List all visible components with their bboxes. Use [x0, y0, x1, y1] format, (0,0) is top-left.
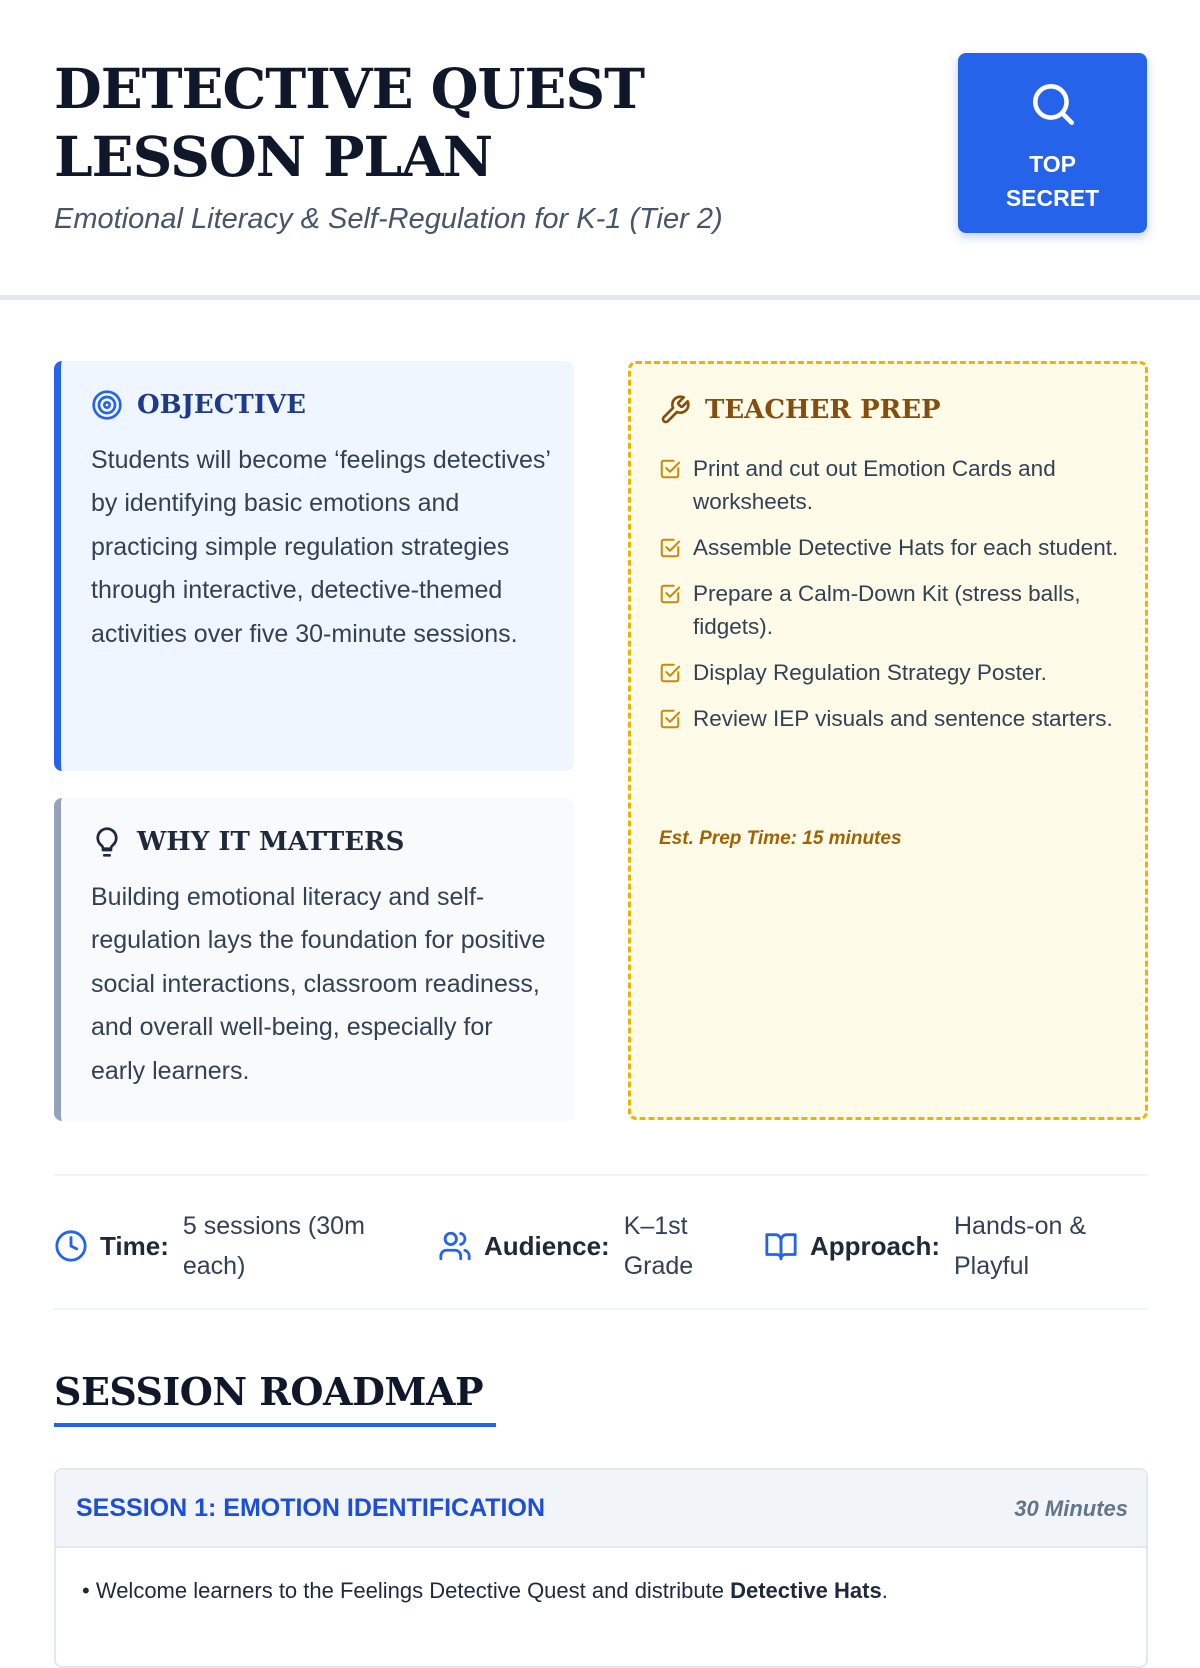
meta-approach: [764, 1206, 1148, 1286]
meta-time-label: Time:: [100, 1230, 169, 1261]
session-activity-end: .: [881, 1578, 888, 1603]
top-secret-badge: [958, 53, 1147, 233]
meta-audience-label: Audience:: [484, 1230, 610, 1261]
why-it-matters-card: [54, 798, 574, 1121]
prep-item: [659, 452, 1119, 518]
prep-item-text: Assemble Detective Hats for each student.: [693, 535, 1119, 560]
clock-icon: [54, 1229, 88, 1263]
prep-time-estimate: Est. Prep Time: 15 minutes: [659, 828, 902, 849]
checkbox-checked-icon: [659, 537, 681, 559]
objective-card: [54, 361, 574, 771]
lesson-meta-bar: [54, 1174, 1148, 1310]
book-open-icon: [764, 1229, 798, 1263]
why-it-matters-text: Building emotional literacy and self-regulation lays the foundation for positive social interactions, classroom readiness, and overall well-being, especially for early learners.: [91, 883, 546, 1085]
prep-item-text: Print and cut out Emotion Cards and worksheets.: [693, 456, 1056, 514]
teacher-prep-list: [659, 452, 1119, 748]
checkbox-checked-icon: [659, 662, 681, 684]
session-activity-text: Welcome learners to the Feelings Detective Quest and distribute: [95, 1578, 731, 1603]
users-icon: [438, 1229, 472, 1263]
objective-text: Students will become ‘feelings detectives’ by identifying basic emotions and practicing simple regulation strategies through interactive, detective-themed activities over five 30-minute sessions.: [91, 446, 551, 648]
prep-item: [659, 656, 1119, 689]
meta-approach-value: Hands-on & Playful: [954, 1212, 1087, 1280]
magnifier-icon: [1028, 79, 1078, 129]
meta-time-value: 5 sessions (30m each): [182, 1212, 365, 1280]
meta-audience: [438, 1206, 728, 1286]
page-subtitle: Emotional Literacy & Self-Regulation for K-1 (Tier 2): [54, 203, 723, 235]
session-header: [56, 1470, 1146, 1548]
session-card: [54, 1468, 1148, 1668]
prep-item: [659, 577, 1119, 643]
session-activity-bold: Detective Hats: [730, 1578, 882, 1603]
teacher-prep-card: [628, 361, 1148, 1120]
session-duration: 30 Minutes: [1014, 1496, 1128, 1521]
top-secret-label: TOP SECRET: [1005, 151, 1100, 211]
page-title: DETECTIVE QUEST LESSON PLAN: [54, 56, 645, 189]
session-activity-item: • Welcome learners to the Feelings Detective Quest and distribute Detective Hats.: [82, 1578, 888, 1603]
prep-item-text: Prepare a Calm-Down Kit (stress balls, fidgets).: [693, 581, 1081, 639]
target-icon: [91, 389, 123, 421]
checkbox-checked-icon: [659, 583, 681, 605]
lightbulb-icon: [91, 826, 123, 858]
objective-title: OBJECTIVE: [137, 390, 306, 420]
page-header: [0, 0, 1200, 300]
session-roadmap-title: SESSION ROADMAP: [54, 1369, 484, 1414]
roadmap-underline: [54, 1423, 496, 1427]
prep-item-text: Review IEP visuals and sentence starters.: [693, 706, 1113, 731]
teacher-prep-title: TEACHER PREP: [705, 395, 941, 425]
prep-item: [659, 702, 1119, 735]
prep-item-text: Display Regulation Strategy Poster.: [693, 660, 1047, 685]
meta-approach-label: Approach:: [810, 1230, 940, 1261]
prep-item: [659, 531, 1119, 564]
why-it-matters-title: WHY IT MATTERS: [137, 827, 405, 857]
session-title: SESSION 1: EMOTION IDENTIFICATION: [76, 1494, 546, 1522]
checkbox-checked-icon: [659, 458, 681, 480]
meta-time: [54, 1206, 384, 1286]
wrench-icon: [659, 394, 691, 426]
checkbox-checked-icon: [659, 708, 681, 730]
meta-audience-value: K–1st Grade: [623, 1212, 694, 1280]
session-activity-list: [82, 1578, 888, 1604]
